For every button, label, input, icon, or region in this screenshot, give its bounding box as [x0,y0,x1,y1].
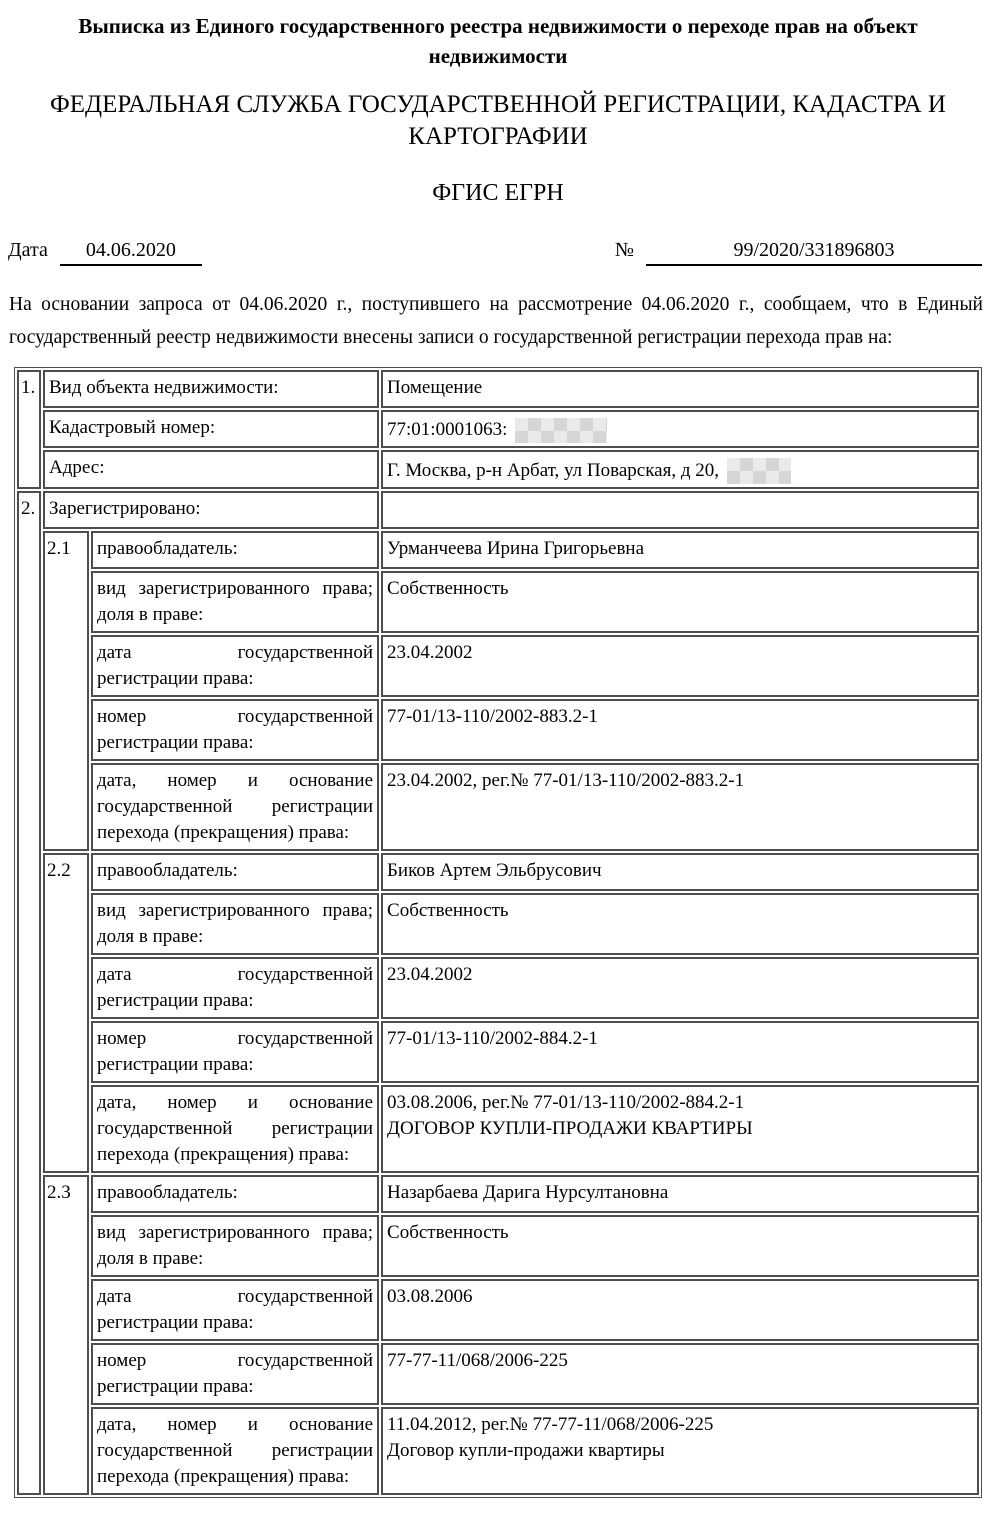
transfer-line: Договор купли-продажи квартиры [387,1440,665,1462]
transfer-line: 03.08.2006, рег.№ 77-01/13-110/2002-884.2-1 [387,1092,745,1114]
table-row [17,957,979,1019]
entry-number: 2.3 [43,1175,89,1495]
number-label: № [614,239,634,262]
table-row [17,370,979,408]
holder-value: Назарбаева Дарига Нурсултановна [381,1175,979,1213]
right-type-value: Собственность [381,1215,979,1277]
reg-date-value: 23.04.2002 [381,957,979,1019]
intro-paragraph: На основании запроса от 04.06.2020 г., поступившего на рассмотрение 04.06.2020 г., сообщаем, что в Единый государственный реестр недвижимости внесены записи о государственной регистрации перехода прав на: [9,294,983,349]
system-name: ФГИС ЕГРН [432,179,564,206]
table-row [17,1175,979,1213]
date-number-row [8,239,982,266]
row-label: дата государственной регистрации права: [91,635,379,697]
section-number: 1. [17,370,41,489]
reg-date-value: 23.04.2002 [381,635,979,697]
row-label: дата, номер и основание государственной регистрации перехода (прекращения) права: [91,1085,379,1173]
row-label: номер государственной регистрации права: [91,1021,379,1083]
reg-number-value: 77-77-11/068/2006-225 [381,1343,979,1405]
address-value: Г. Москва, р-н Арбат, ул Поварская, д 20, [387,460,724,482]
transfer-line: 23.04.2002, рег.№ 77-01/13-110/2002-883.2-1 [387,770,745,792]
page-title: Выписка из Единого государственного реестра недвижимости о переходе прав на объект недвижимости [78,14,918,68]
egrn-table [14,367,982,1498]
table-row [17,635,979,697]
row-label: вид зарегистрированного права; доля в праве: [91,893,379,955]
agency-name: ФЕДЕРАЛЬНАЯ СЛУЖБА ГОСУДАРСТВЕННОЙ РЕГИСТРАЦИИ, КАДАСТРА И КАРТОГРАФИИ [50,90,946,151]
table-row [17,1215,979,1277]
redaction-pixelation [515,418,607,443]
row-value [381,491,979,529]
table-row [17,1343,979,1405]
reg-number-value: 77-01/13-110/2002-883.2-1 [381,699,979,761]
cadastral-number: 77:01:0001063: [387,419,513,441]
number-group [615,239,982,266]
row-label: номер государственной регистрации права: [91,699,379,761]
right-type-value: Собственность [381,571,979,633]
row-label: дата государственной регистрации права: [91,957,379,1019]
transfer-value [381,1085,979,1173]
date-value-field: 04.06.2020 [60,239,202,266]
row-value [381,450,979,489]
reg-number-value: 77-01/13-110/2002-884.2-1 [381,1021,979,1083]
holder-value: Биков Артем Эльбрусович [381,853,979,891]
date-label: Дата [8,239,48,262]
table-row [17,410,979,448]
holder-value: Урманчеева Ирина Григорьевна [381,531,979,569]
reg-date-value: 03.08.2006 [381,1279,979,1341]
row-label: дата, номер и основание государственной регистрации перехода (прекращения) права: [91,763,379,851]
row-value [381,410,979,448]
table-row [17,491,979,529]
table-row [17,763,979,851]
redaction-pixelation [727,458,791,484]
transfer-line: ДОГОВОР КУПЛИ-ПРОДАЖИ КВАРТИРЫ [387,1118,753,1140]
table-row [17,531,979,569]
transfer-line: 11.04.2012, рег.№ 77-77-11/068/2006-225 [387,1414,714,1436]
number-value-field: 99/2020/331896803 [646,239,982,266]
row-label: Кадастровый номер: [43,410,379,448]
row-label: Адрес: [43,450,379,489]
table-row [17,571,979,633]
right-type-value: Собственность [381,893,979,955]
table-row [17,1407,979,1495]
transfer-value [381,1407,979,1495]
table-row [17,853,979,891]
table-row [17,699,979,761]
table-row [17,893,979,955]
row-label: правообладатель: [91,1175,379,1213]
table-row [17,1021,979,1083]
row-label: Зарегистрировано: [43,491,379,529]
transfer-value [381,763,979,851]
row-label: дата, номер и основание государственной регистрации перехода (прекращения) права: [91,1407,379,1495]
entry-number: 2.2 [43,853,89,1173]
entry-number: 2.1 [43,531,89,851]
row-label: вид зарегистрированного права; доля в праве: [91,571,379,633]
row-label: правообладатель: [91,853,379,891]
row-label: правообладатель: [91,531,379,569]
table-row [17,450,979,489]
table-row [17,1085,979,1173]
table-row [17,1279,979,1341]
row-label: дата государственной регистрации права: [91,1279,379,1341]
row-label: Вид объекта недвижимости: [43,370,379,408]
row-label: номер государственной регистрации права: [91,1343,379,1405]
row-value: Помещение [381,370,979,408]
section-number: 2. [17,491,41,1495]
row-label: вид зарегистрированного права; доля в праве: [91,1215,379,1277]
